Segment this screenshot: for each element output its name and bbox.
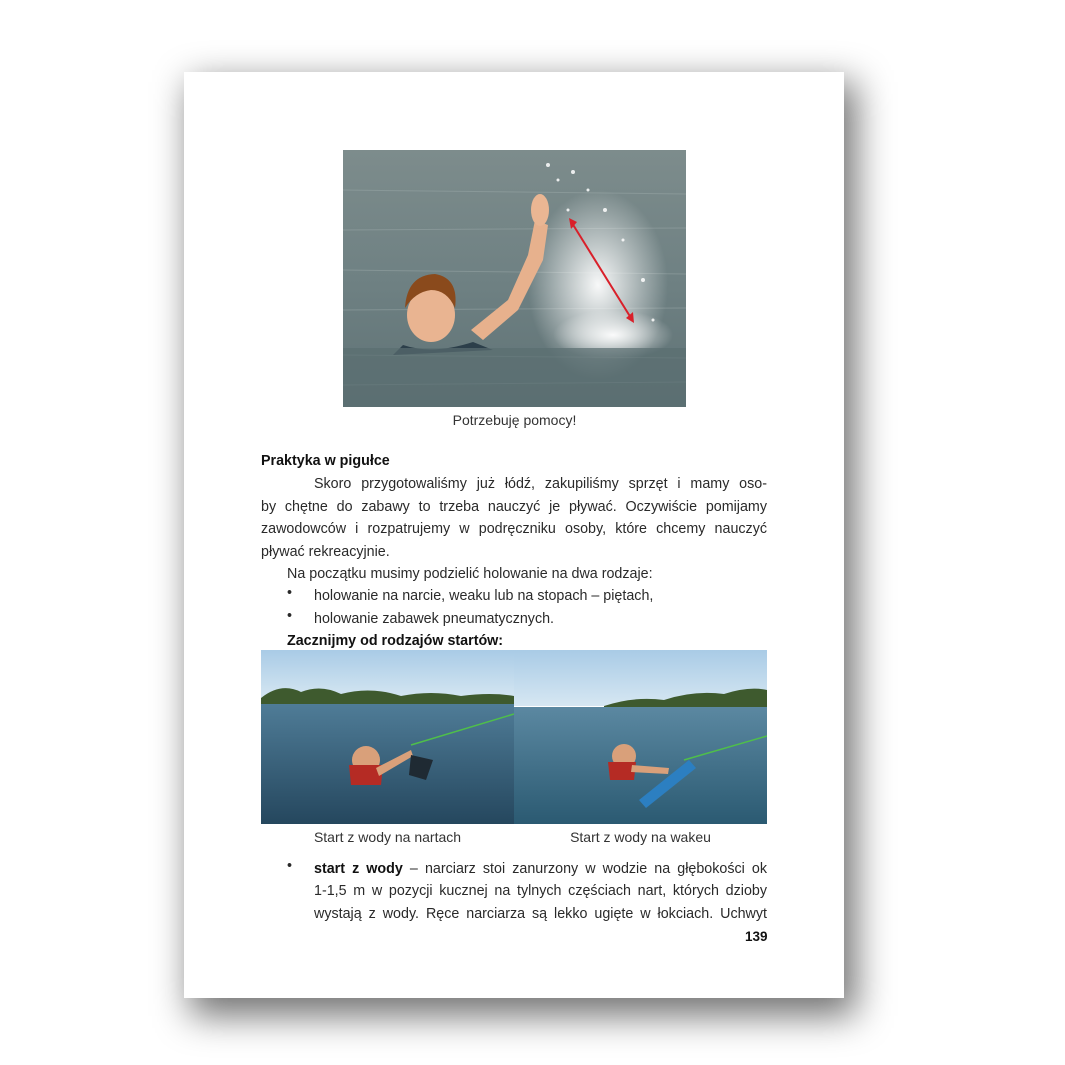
list-item: holowanie zabawek pneumatycznych. [314,611,555,627]
bullet-marker: • [287,585,293,601]
bullet-marker: • [287,608,293,624]
paragraph-line: Skoro przygotowaliśmy już łódź, zakupiliśmy sprzęt i mamy oso- [314,476,767,492]
paragraph-line: Na początku musimy podzielić holowanie na dwa rodzaje: [287,566,653,582]
wakeboard-start-photo [514,650,767,824]
section-heading: Praktyka w pigułce [261,453,390,469]
bullet-marker: • [287,858,293,874]
list-item-line: 1-1,5 m w pozycji kucznej na tylnych częściach nart, których dzioby [314,883,767,899]
term: start z wody [314,861,403,877]
book-page [184,72,844,998]
ski-start-photo [261,650,514,824]
subheading: Zacznijmy od rodzajów startów: [287,633,504,649]
paragraph-line: pływać rekreacyjnie. [261,544,390,560]
term-description: – narciarz stoi zanurzony w wodzie na głębokości ok [402,861,767,877]
list-item: holowanie na narcie, weaku lub na stopach – piętach, [314,588,654,604]
figure-caption-right: Start z wody na wakeu [570,829,711,845]
figure-caption-left: Start z wody na nartach [313,829,462,845]
paragraph-line: zawodowców i rozpatrujemy w podręczniku osoby, które chcemy nauczyć [261,521,767,537]
page-number: 139 [745,929,768,944]
figure-caption: Potrzebuję pomocy! [452,412,577,428]
list-item-line [314,858,767,881]
swimmer-photo [343,150,686,407]
paragraph-line: by chętne do zabawy to trzeba nauczyć je pływać. Oczywiście pomijamy [261,499,767,515]
list-item-line: wystają z wody. Ręce narciarza są lekko ugięte w łokciach. Uchwyt [314,906,767,922]
